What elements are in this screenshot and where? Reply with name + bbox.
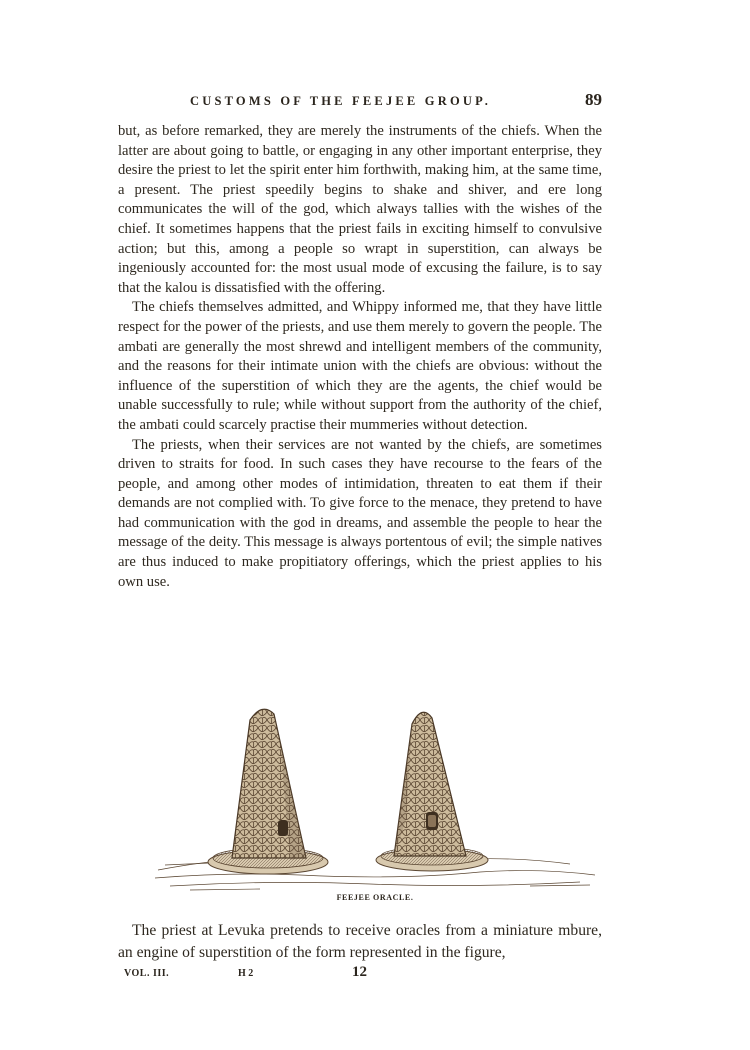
signature-mark: H 2 (238, 968, 254, 979)
paragraph-3: The priests, when their services are not wanted by the chiefs, are sometimes driven to straits for food. In such cases they have recourse to the fears of the people, and among other modes of intimidation, threaten to eat them if their demands are not complied with. To give force to the menace, they pretend to have had communication with the god in dreams, and assemble the people to hear the message of the deity. This message is always portentous of evil; the simple natives are thus induced to make propitiatory offerings, which the priest applies to his own use. (118, 436, 602, 590)
paragraph-1: but, as before remarked, they are merely the instruments of the chiefs. When the latter are about going to battle, or engaging in any other important enterprise, they desire the priest to let the spirit enter him forthwith, making him, at the same time, a present. The priest speedily begins to shake and shiver, and ere long communicates the will of the god, which always tallies with the wishes of the chief. It sometimes happens that the priest fails in exciting himself to convulsive action; but this, among a people so wrapt in superstition, can always be ingeniously accounted for: the most usual mode of excusing the failure, is to say that the kalou is dissatisfied with the offering. (118, 123, 602, 296)
sheet-number: 12 (352, 964, 367, 980)
paragraph-4: The priest at Levuka pretends to receive oracles from a miniature mbure, an engine of superstition of the form represented in the figure, (118, 922, 602, 961)
figure-caption: FEEJEE ORACLE. (336, 893, 414, 902)
running-head (118, 90, 602, 110)
oracle-engraving (150, 700, 600, 905)
page-footer (118, 963, 602, 985)
running-title: CUSTOMS OF THE FEEJEE GROUP. (190, 94, 492, 108)
page-number: 89 (585, 90, 602, 109)
oracle-illustration-icon (150, 700, 600, 895)
body-text (118, 122, 602, 592)
volume-label: VOL. III. (124, 968, 170, 979)
continuation-text (118, 920, 602, 964)
paragraph-2: The chiefs themselves admitted, and Whippy informed me, that they have little respect for the power of the priests, and use them merely to govern the people. The ambati are generally the most shrewd and intelligent members of the community, and the reasons for their intimate union with the chiefs are obvious: without the influence of the superstition of which they are the agents, the chief would be unable successfully to rule; while without support from the authority of the chief, the ambati could scarcely practise their mummeries without detection. (118, 299, 603, 433)
